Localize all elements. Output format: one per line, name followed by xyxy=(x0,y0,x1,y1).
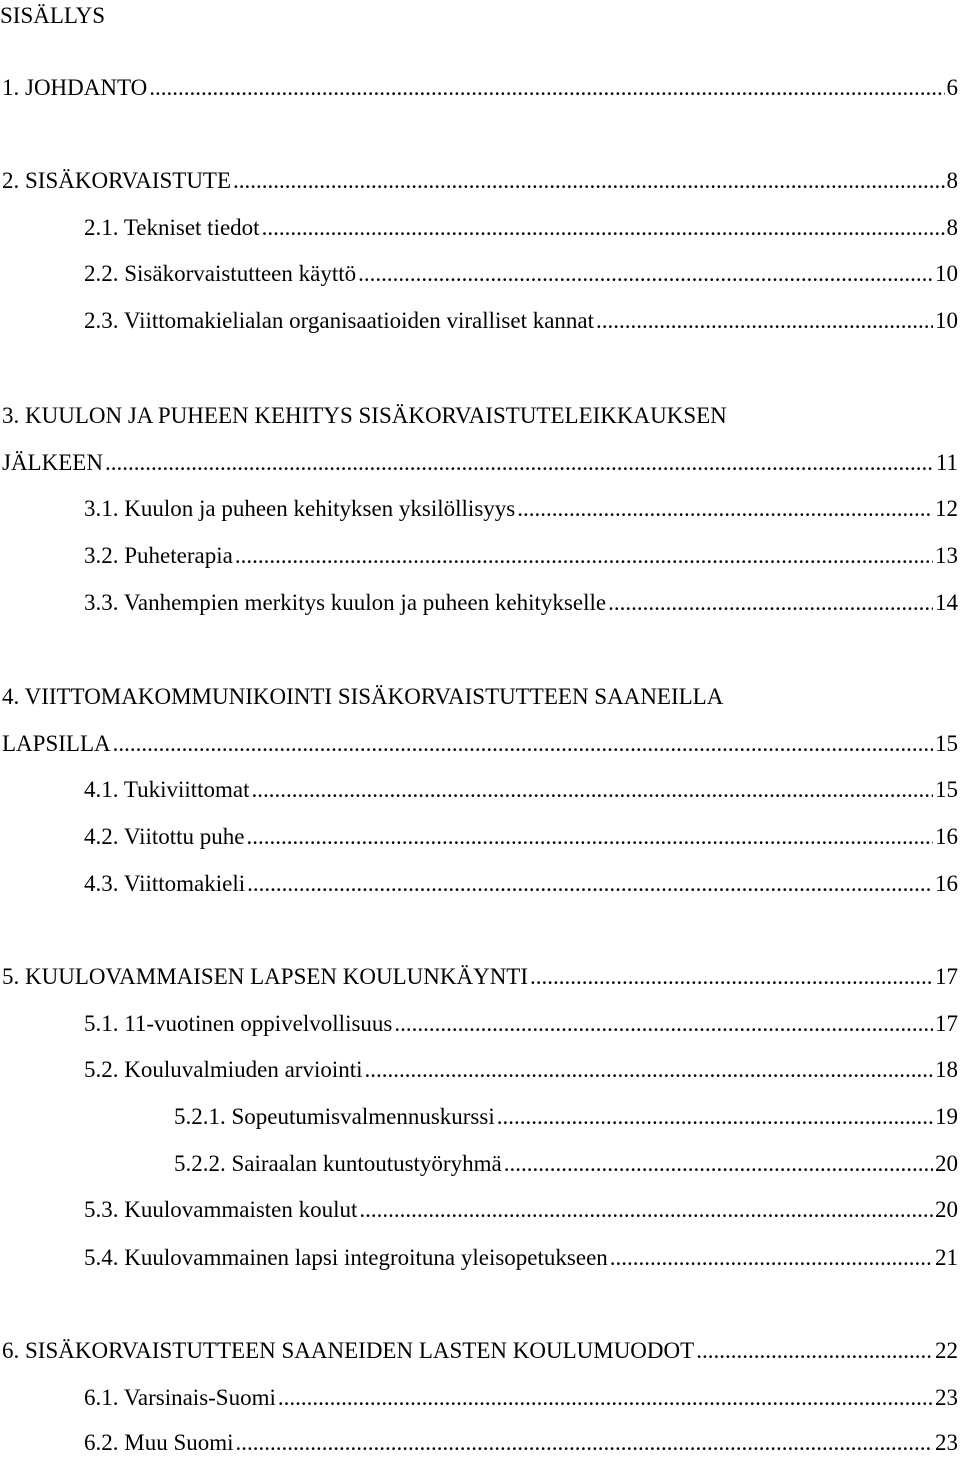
toc-entry-label: 6.1. Varsinais-Suomi xyxy=(84,1385,276,1410)
toc-page-number: 12 xyxy=(935,496,958,521)
toc-leader-dots xyxy=(696,1336,933,1366)
toc-leader-dots xyxy=(262,213,945,243)
toc-leader-dots xyxy=(530,962,933,992)
toc-page-number: 13 xyxy=(935,543,958,568)
toc-page-number: 20 xyxy=(935,1197,958,1222)
toc-entry-4[interactable] xyxy=(2,729,958,759)
toc-leader-dots xyxy=(358,259,933,289)
toc-entry-label: 3.2. Puheterapia xyxy=(84,543,233,568)
toc-entry-6[interactable] xyxy=(2,1336,958,1366)
toc-entry-4-2[interactable] xyxy=(84,822,958,852)
toc-entry-5-3[interactable] xyxy=(84,1195,958,1225)
toc-entry-label: 2.2. Sisäkorvaistutteen käyttö xyxy=(84,261,357,286)
toc-entry-2-1[interactable] xyxy=(84,213,958,243)
toc-leader-dots xyxy=(596,306,933,336)
toc-leader-dots xyxy=(365,1055,933,1085)
toc-page-number: 20 xyxy=(935,1151,958,1176)
toc-page-number: 17 xyxy=(935,1011,958,1036)
toc-heading: SISÄLLYS xyxy=(0,3,106,28)
toc-page-number: 8 xyxy=(946,215,958,240)
toc-entry-3-first-line[interactable]: 3. KUULON JA PUHEEN KEHITYS SISÄKORVAISTUTELEIKKAUKSEN xyxy=(2,403,727,428)
toc-page-number: 15 xyxy=(935,731,958,756)
toc-page-number: 21 xyxy=(935,1245,958,1270)
toc-leader-dots xyxy=(497,1102,933,1132)
toc-leader-dots xyxy=(394,1009,933,1039)
toc-entry-label: LAPSILLA xyxy=(2,731,111,756)
toc-page-number: 16 xyxy=(935,824,958,849)
toc-entry-label: 6.2. Muu Suomi xyxy=(84,1430,234,1455)
toc-entry-5-1[interactable] xyxy=(84,1009,958,1039)
toc-entry-label: 2.1. Tekniset tiedot xyxy=(84,215,260,240)
toc-leader-dots xyxy=(246,822,933,852)
toc-page-number: 10 xyxy=(935,261,958,286)
toc-entry-3[interactable] xyxy=(2,448,958,478)
toc-entry-6-1[interactable] xyxy=(84,1383,958,1413)
toc-entry-5-2-1[interactable] xyxy=(174,1102,958,1132)
toc-leader-dots xyxy=(105,448,934,478)
toc-page-number: 8 xyxy=(946,168,958,193)
toc-entry-label: 5.3. Kuulovammaisten koulut xyxy=(84,1197,358,1222)
toc-entry-2-2[interactable] xyxy=(84,259,958,289)
toc-entry-5-2-2[interactable] xyxy=(174,1149,958,1179)
toc-entry-2-3[interactable] xyxy=(84,306,958,336)
toc-entry-3-2[interactable] xyxy=(84,541,958,571)
toc-leader-dots xyxy=(610,1243,933,1273)
toc-entry-label: 5.2.2. Sairaalan kuntoutustyöryhmä xyxy=(174,1151,502,1176)
toc-leader-dots xyxy=(278,1383,933,1413)
toc-entry-label: 5.2. Kouluvalmiuden arviointi xyxy=(84,1057,363,1082)
toc-entry-label: 2. SISÄKORVAISTUTE xyxy=(2,168,232,193)
toc-page-number: 11 xyxy=(935,450,958,475)
toc-leader-dots xyxy=(252,775,933,805)
toc-entry-4-3[interactable] xyxy=(84,869,958,899)
toc-leader-dots xyxy=(359,1195,933,1225)
toc-leader-dots xyxy=(113,729,933,759)
toc-page-number: 19 xyxy=(935,1104,958,1129)
toc-page-number: 6 xyxy=(946,75,958,100)
toc-entry-label: 3.3. Vanhempien merkitys kuulon ja puheen kehitykselle xyxy=(84,590,607,615)
toc-leader-dots xyxy=(608,588,933,618)
toc-entry-1[interactable] xyxy=(2,73,958,103)
toc-leader-dots xyxy=(233,166,944,196)
toc-entry-label: 5. KUULOVAMMAISEN LAPSEN KOULUNKÄYNTI xyxy=(2,964,529,989)
toc-page-number: 17 xyxy=(935,964,958,989)
toc-leader-dots xyxy=(236,1428,933,1458)
toc-entry-label: 6. SISÄKORVAISTUTTEEN SAANEIDEN LASTEN KOULUMUODOT xyxy=(2,1338,695,1363)
toc-entry-3-1[interactable] xyxy=(84,494,958,524)
toc-entry-4-first-line[interactable]: 4. VIITTOMAKOMMUNIKOINTI SISÄKORVAISTUTTEEN SAANEILLA xyxy=(2,684,724,709)
toc-entry-label: 4.3. Viittomakieli xyxy=(84,871,246,896)
toc-entry-5[interactable] xyxy=(2,962,958,992)
toc-entry-label: 5.2.1. Sopeutumisvalmennuskurssi xyxy=(174,1104,495,1129)
toc-leader-dots xyxy=(517,494,933,524)
toc-page-number: 23 xyxy=(935,1385,958,1410)
toc-page-number: 18 xyxy=(935,1057,958,1082)
toc-entry-label: 2.3. Viittomakielialan organisaatioiden viralliset kannat xyxy=(84,308,595,333)
toc-entry-2[interactable] xyxy=(2,166,958,196)
toc-page-number: 15 xyxy=(935,777,958,802)
toc-page-number: 10 xyxy=(935,308,958,333)
toc-entry-5-2[interactable] xyxy=(84,1055,958,1085)
toc-entry-6-2[interactable] xyxy=(84,1428,958,1458)
toc-leader-dots xyxy=(149,73,944,103)
toc-page-number: 16 xyxy=(935,871,958,896)
toc-leader-dots xyxy=(247,869,933,899)
toc-entry-label: 1. JOHDANTO xyxy=(2,75,148,100)
toc-entry-label: 4.1. Tukiviittomat xyxy=(84,777,250,802)
toc-entry-label: 5.1. 11-vuotinen oppivelvollisuus xyxy=(84,1011,393,1036)
toc-page-number: 22 xyxy=(935,1338,958,1363)
toc-entry-label: JÄLKEEN xyxy=(2,450,103,475)
toc-entry-label: 4.2. Viitottu puhe xyxy=(84,824,245,849)
toc-leader-dots xyxy=(504,1149,933,1179)
toc-entry-3-3[interactable] xyxy=(84,588,958,618)
toc-entry-label: 5.4. Kuulovammainen lapsi integroituna yleisopetukseen xyxy=(84,1245,608,1270)
toc-leader-dots xyxy=(235,541,933,571)
toc-page-number: 23 xyxy=(935,1430,958,1455)
toc-entry-label: 3.1. Kuulon ja puheen kehityksen yksilöllisyys xyxy=(84,496,516,521)
toc-page-number: 14 xyxy=(935,590,958,615)
toc-entry-5-4[interactable] xyxy=(84,1243,958,1273)
toc-entry-4-1[interactable] xyxy=(84,775,958,805)
